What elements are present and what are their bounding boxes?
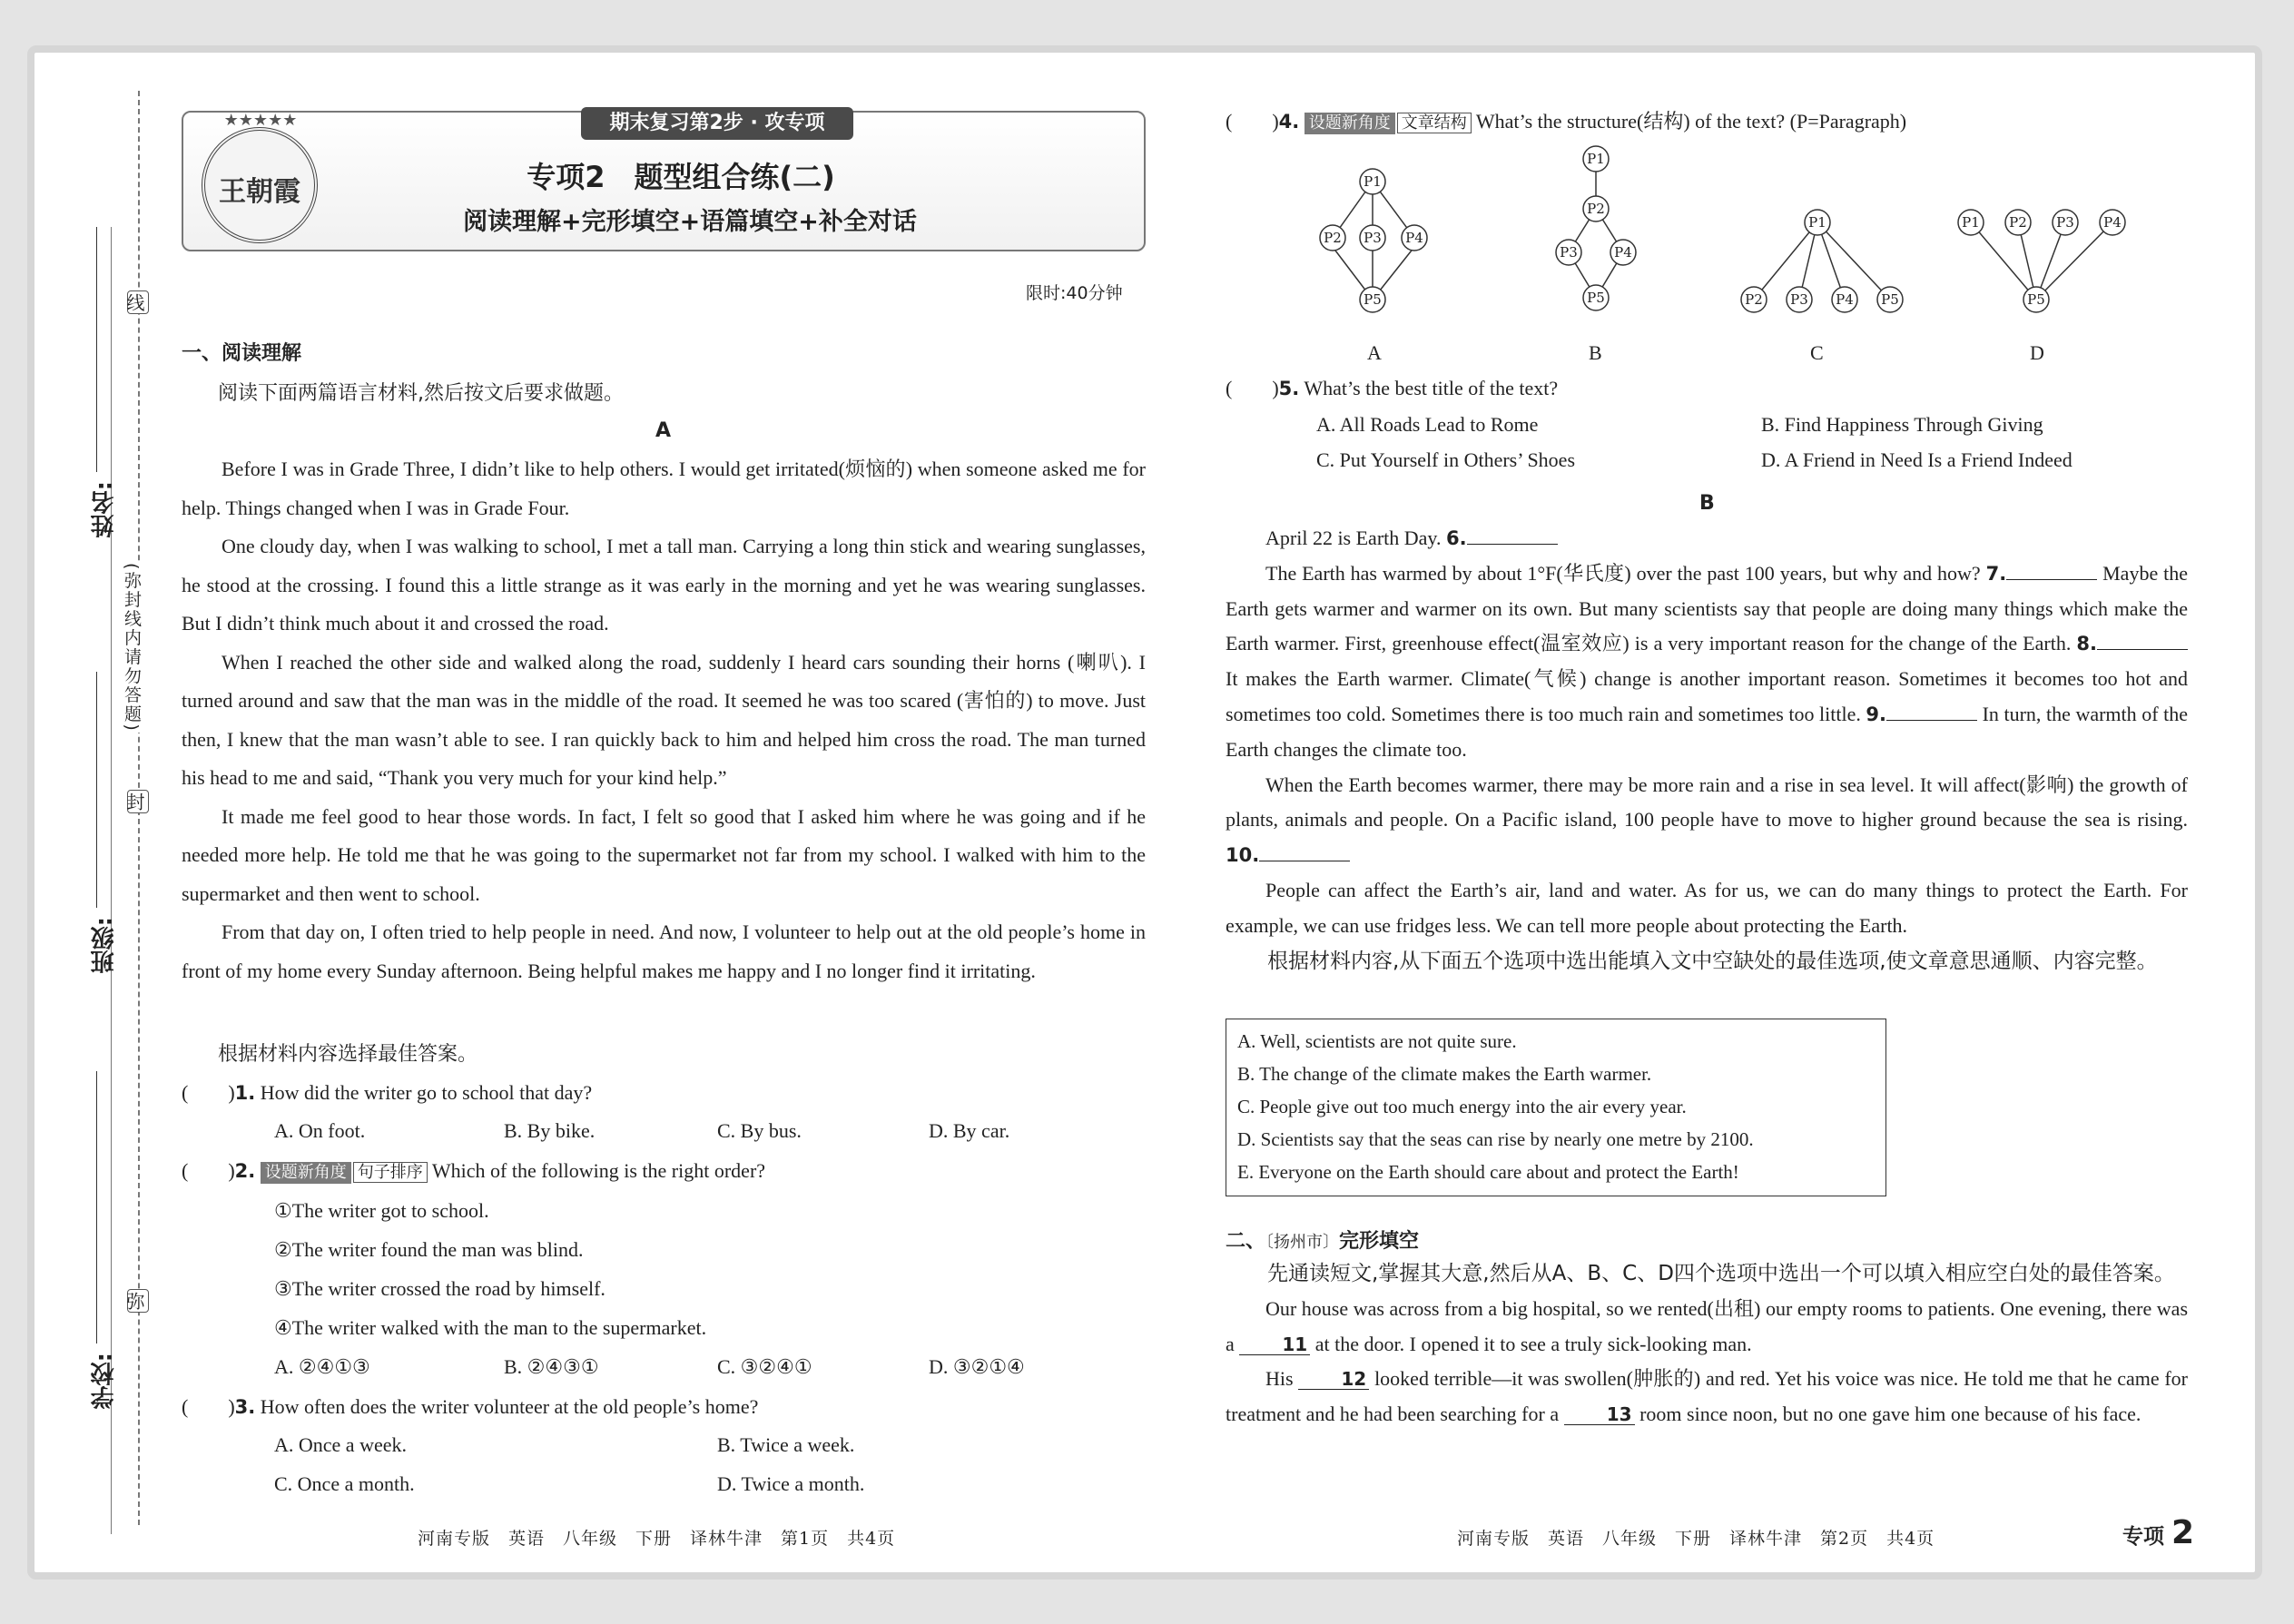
q4-option-d[interactable]: D [2030, 341, 2044, 364]
blank-9[interactable] [1886, 701, 1977, 721]
q1-num: 1. [234, 1082, 256, 1104]
answer-paren[interactable]: ( ) [1226, 377, 1279, 399]
node-label-p5: P5 [1364, 291, 1382, 308]
name-label: 姓名: [91, 481, 118, 538]
badge-text: 专项 [2122, 1525, 2164, 1549]
answer-paren[interactable]: ( ) [182, 1081, 235, 1104]
node-label-p5: P5 [1881, 291, 1899, 308]
node-label-p2: P2 [1745, 291, 1763, 308]
q5-option-b[interactable]: B. Find Happiness Through Giving [1761, 413, 2043, 436]
node-label-p3: P3 [1790, 291, 1808, 308]
pb-line3c: In turn, the warmth of the Earth changes the climate too. [1226, 702, 2188, 761]
footer-left: 河南专版 英语 八年级 下册 译林牛津 第1页 共4页 [418, 1529, 896, 1549]
badge-num: 2 [2171, 1514, 2195, 1551]
q3-text: How often does the writer volunteer at the old people’s home? [260, 1395, 759, 1418]
node-label-p2: P2 [1324, 230, 1342, 246]
q2-sentence-3: ③The writer crossed the road by himself. [274, 1277, 605, 1300]
node-label-p4: P4 [2103, 214, 2122, 231]
passage-a-p4: It made me feel good to hear those words. In fact, I felt so good that I asked him where he was going and if he needed more help. He told me that he was going to the supermarket not far from my school. I walked with him to the supermarket and then went to school. [182, 804, 1146, 905]
node-label-p3: P3 [1560, 244, 1578, 261]
q1-option-d[interactable]: D. By car. [929, 1119, 1010, 1142]
passage-a-label: A [655, 419, 672, 442]
q3-option-b[interactable]: B. Twice a week. [717, 1433, 855, 1456]
box-option-e: E. Everyone on the Earth should care about and protect the Earth! [1237, 1161, 1739, 1183]
node-label-p3: P3 [2056, 214, 2074, 231]
seal-label: 封 [127, 790, 149, 813]
passage-a-p1: Before I was in Grade Three, I didn’t like to help others. I would get irritated(烦恼的) when someone asked me for help. Things changed when I was in Grade Four. [182, 458, 1146, 519]
school-label: 学校: [91, 1353, 118, 1410]
section2-heading [1226, 1225, 1419, 1254]
blank-7[interactable] [2006, 560, 2097, 580]
pb-line1: April 22 is Earth Day. [1265, 527, 1442, 549]
footer-right: 河南专版 英语 八年级 下册 译林牛津 第2页 共4页 [1457, 1529, 1935, 1549]
box-option-d: D. Scientists say that the seas can rise by nearly one metre by 2100. [1237, 1128, 1754, 1150]
section1-instruction: 阅读下面两篇语言材料,然后按文后要求做题。 [218, 382, 624, 405]
q2-tag2: 句子排序 [353, 1162, 428, 1183]
q4-tag2: 文章结构 [1397, 113, 1472, 133]
q5-num: 5. [1278, 378, 1300, 399]
school-field[interactable] [96, 1071, 97, 1343]
cloze-line2a: His [1265, 1367, 1294, 1391]
question-1 [182, 1073, 592, 1113]
passage-b [1226, 521, 2188, 979]
node-label-p1: P1 [1962, 214, 1980, 231]
blank-9-num: 9. [1866, 703, 1887, 725]
q2-option-b[interactable]: B. ②④③① [504, 1355, 599, 1378]
seal-notice: (弥封线内请勿答题) [120, 563, 144, 733]
node-label-p2: P2 [1587, 201, 1605, 217]
class-label: 班级: [91, 917, 118, 974]
cloze-line1b: at the door. I opened it to see a truly sick-looking man. [1314, 1332, 1752, 1355]
passage-a-instruction: 根据材料内容选择最佳答案。 [218, 1043, 478, 1066]
cloze-blank-12[interactable]: 12 [1298, 1369, 1369, 1390]
answer-paren[interactable]: ( ) [182, 1395, 235, 1418]
passage-a-p5: From that day on, I often tried to help people in need. And now, I volunteer to help out at the old people’s home in front of my home every Sunday afternoon. Being helpful makes me happy and I no longer find it irritating. [182, 920, 1146, 982]
section2-city: 〔扬州市〕 [1265, 1233, 1340, 1252]
q4-option-c[interactable]: C [1810, 341, 1824, 364]
logo-stars: ★★★★★ [223, 111, 298, 129]
q5-option-d[interactable]: D. A Friend in Need Is a Friend Indeed [1761, 448, 2072, 471]
pb-line3: Maybe the Earth gets warmer and warmer on its own. But many scientists say that people are doing many things which make the Earth warmer. First, greenhouse effect(温室效应) is a very important reason for the change of the Earth. [1226, 561, 2189, 655]
node-label-p4: P4 [1836, 291, 1854, 308]
question-5 [1226, 369, 1558, 408]
section2-title: 完形填空 [1339, 1230, 1420, 1253]
cloze-line2c: room since noon, but no one gave him one because of his face. [1639, 1403, 2141, 1426]
q3-option-d[interactable]: D. Twice a month. [717, 1472, 865, 1495]
section2-body [1226, 1256, 2188, 1432]
pb-line4: When the Earth becomes warmer, there may be more rain and a rise in sea level. It will affect(影响) the growth of plants, animals and people. On a Pacific island, 100 people have to move to higher ground because the sea is rising. [1226, 773, 2188, 832]
blank-7-num: 7. [1985, 562, 2007, 585]
node-label-p3: P3 [1364, 230, 1382, 246]
page-subtitle: 阅读理解+完形填空+语篇填空+补全对话 [463, 208, 917, 236]
q3-num: 3. [234, 1396, 256, 1418]
q2-tag: 设题新角度 [261, 1162, 351, 1184]
q1-option-a[interactable]: A. On foot. [274, 1119, 366, 1142]
cloze-blank-13[interactable]: 13 [1564, 1404, 1635, 1425]
blank-8[interactable] [2097, 630, 2188, 650]
pb-line5: People can affect the Earth’s air, land and water. As for us, we can do many things to protect the Earth. For example, we can use fridges less. We can tell more people about protecting the Earth. [1226, 878, 2188, 937]
box-option-c: C. People give out too much energy into the air every year. [1237, 1096, 1687, 1117]
q5-option-a[interactable]: A. All Roads Lead to Rome [1316, 413, 1539, 436]
section2-num: 二、 [1226, 1230, 1266, 1253]
q2-sentence-4: ④The writer walked with the man to the supermarket. [274, 1316, 707, 1339]
q2-sentence-2: ②The writer found the man was blind. [274, 1238, 584, 1261]
header-banner: 期末复习第2步 · 攻专项 [581, 107, 853, 140]
q1-option-b[interactable]: B. By bike. [504, 1119, 596, 1142]
section1-heading: 一、阅读理解 [182, 342, 302, 365]
q2-num: 2. [234, 1160, 256, 1182]
answer-paren[interactable]: ( ) [182, 1159, 235, 1182]
passage-b-label: B [1699, 492, 1715, 515]
q1-text: How did the writer go to school that day? [260, 1081, 593, 1104]
footer-badge [2122, 1514, 2194, 1551]
node-label-p2: P2 [2009, 214, 2027, 231]
logo-text: 王朝霞 [219, 176, 300, 208]
q4-num: 4. [1278, 111, 1300, 133]
page-title: 专项2 题型组合练(二) [527, 160, 835, 194]
q3-option-a[interactable]: A. Once a week. [274, 1433, 407, 1456]
q4-text: What’s the structure(结构) of the text? (P=Paragraph) [1475, 110, 1907, 133]
question-3 [182, 1387, 758, 1427]
line-label: 线 [127, 290, 149, 314]
cloze-line2b: looked terrible—it was swollen(肿胀的) and red. Yet his voice was nice. He told me that he came for treatment and he had been searching for a [1226, 1367, 2189, 1426]
q5-text: What’s the best title of the text? [1304, 377, 1559, 399]
q2-text: Which of the following is the right order? [431, 1159, 766, 1182]
name-field[interactable] [96, 227, 97, 472]
blank-6[interactable] [1467, 525, 1558, 545]
q1-option-c[interactable]: C. By bus. [717, 1119, 802, 1142]
pb-instruction: 根据材料内容,从下面五个选项中选出能填入文中空缺处的最佳选项,使文章意思通顺、内容完整。 [1267, 949, 2158, 973]
q2-option-d[interactable]: D. ③②①④ [929, 1355, 1025, 1378]
blank-6-num: 6. [1445, 527, 1467, 549]
node-label-p1: P1 [1808, 214, 1826, 231]
q4-option-a[interactable]: A [1367, 341, 1382, 364]
q5-option-c[interactable]: C. Put Yourself in Others’ Shoes [1316, 448, 1576, 471]
pb-line2: The Earth has warmed by about 1°F(华氏度) over the past 100 years, but why and how? [1265, 561, 1981, 585]
node-label-p1: P1 [1364, 173, 1382, 190]
pb-line3b: It makes the Earth warmer. Climate(气候) change is another important reason. Sometimes it becomes too hot and sometimes too cold. Sometimes there is too much rain and sometimes too little. [1226, 667, 2188, 725]
margin-rule [111, 227, 112, 1534]
blank-10-num: 10. [1226, 844, 1260, 867]
time-limit: 限时:40分钟 [1026, 283, 1123, 303]
question-2 [182, 1151, 765, 1191]
node-label-p5: P5 [2027, 291, 2045, 308]
class-field[interactable] [96, 672, 97, 908]
section2-instruction: 先通读短文,掌握其大意,然后从A、B、C、D四个选项中选出一个可以填入相应空白处的最佳答案。 [1267, 1262, 2175, 1285]
passage-a-p3: When I reached the other side and walked along the road, suddenly I heard cars sounding their horns (喇叭). I turned around and saw that the man was in the middle of the road. It seemed he was too scared (害怕的) to move. Just then, I knew that the man wasn’t able to see. I ran quickly back to him and helped him cross the road. The man turned his head to me and said, “Thank you very much for your kind help.” [182, 650, 1146, 789]
structure-diagrams [1271, 136, 2161, 354]
cloze-blank-11[interactable]: 11 [1239, 1334, 1310, 1355]
q3-option-c[interactable]: C. Once a month. [274, 1472, 415, 1495]
box-option-a: A. Well, scientists are not quite sure. [1237, 1030, 1517, 1052]
node-label-p1: P1 [1587, 151, 1605, 167]
q2-option-a[interactable]: A. ②④①③ [274, 1355, 370, 1378]
node-label-p4: P4 [1614, 244, 1632, 261]
node-label-p4: P4 [1405, 230, 1423, 246]
passage-a-p2: One cloudy day, when I was walking to school, I met a tall man. Carrying a long thin stick and wearing sunglasses, he stood at the crossing. I found this a little strange as it was early in the morning and yet he was wearing sunglasses. But I didn’t think much about it and crossed the road. [182, 535, 1146, 635]
box-option-b: B. The change of the climate makes the Earth warmer. [1237, 1063, 1652, 1085]
cloze-line1a: Our house was across from a big hospital, so we rented(出租) our empty rooms to patients. One evening, there was a [1226, 1296, 2188, 1355]
q2-sentence-1: ①The writer got to school. [274, 1199, 489, 1222]
mi-label: 弥 [127, 1289, 149, 1313]
options-box [1226, 1019, 1886, 1196]
passage-a [182, 450, 1146, 990]
node-label-p5: P5 [1587, 290, 1605, 306]
q4-option-b[interactable]: B [1589, 341, 1602, 364]
blank-10[interactable] [1259, 842, 1350, 861]
q4-tag: 设题新角度 [1305, 113, 1395, 134]
answer-paren[interactable]: ( ) [1226, 110, 1279, 133]
q2-option-c[interactable]: C. ③②④① [717, 1355, 812, 1378]
blank-8-num: 8. [2076, 633, 2098, 655]
